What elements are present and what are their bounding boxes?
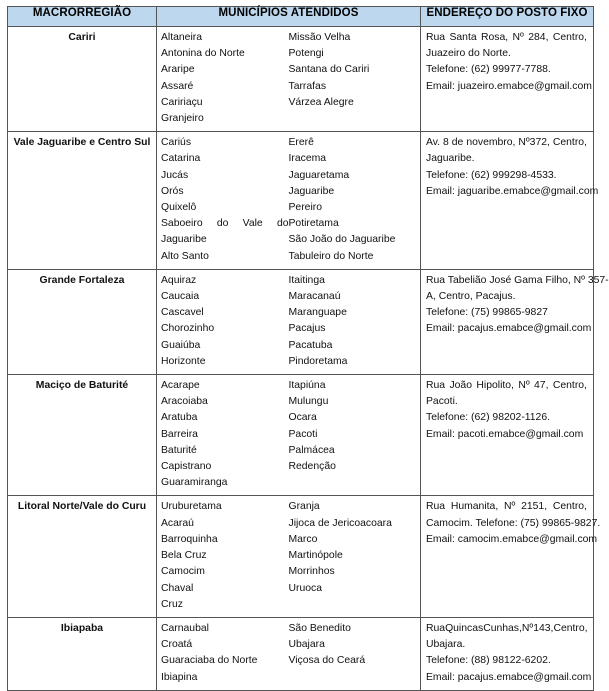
municipality-name: São Benedito [288,622,351,634]
municipality-name: Catarina [161,153,201,165]
municipality-name: Guaraciaba do Norte [161,655,258,667]
municipality-name: Horizonte [161,355,206,367]
municipality-name: Itapiúna [288,380,326,392]
address-line: Email: juazeiro.emabce@gmail.com [426,80,592,92]
municipality-name: Santana do Cariri [288,64,370,76]
municipality-name: Uruoca [288,582,322,594]
header-row [8,7,594,27]
justified-word: João [449,380,472,392]
address-line: A, Centro, Pacajus. [426,291,516,303]
address-cell [421,496,601,617]
municipality-column-left [161,135,289,265]
table-row [8,132,594,270]
municipality-column-right [289,273,417,370]
address-cell [421,375,594,496]
municipality-name: Redenção [288,461,336,473]
header-region: MACRORREGIÃO [8,7,157,27]
municipality-name: Camocim [161,566,205,578]
municipality-name: Chaval [161,582,194,594]
municipality-name: Capistrano [161,461,212,473]
municipality-name: Barreira [161,428,198,440]
municipality-name: Morrinhos [288,566,335,578]
municipality-name: Aquiraz [161,274,197,286]
municipality-name: Pacatuba [288,339,333,351]
municipality-name: Jaguaribe [288,185,335,197]
municipality-name: Cascavel [161,307,204,319]
justified-word: Hipolito, [476,380,514,392]
address-cell [421,27,594,132]
justified-word: Rua [426,32,446,43]
justified-word: Quincas [445,622,484,634]
justified-word: 47, [534,380,549,392]
address-line: Email: pacoti.emabce@gmail.com [426,428,584,440]
table-row [8,496,594,617]
address-line: Email: jaguaribe.emabce@gmail.com [426,185,599,197]
municipality-name: Jaguaribe [161,234,207,246]
municipality-columns [161,378,416,491]
justified-word: Nº [518,380,530,392]
table-row [8,269,594,374]
address-line: Email: pacajus.emabce@gmail.com [426,323,592,335]
municipality-name: Granja [288,501,320,513]
table-body [8,27,609,691]
address-line: Rua Tabelião José Gama Filho, Nº 357- [426,274,609,286]
justified-word: Centro, [553,622,588,634]
address-line: Juazeiro do Norte. [426,48,511,60]
address-line [426,378,587,394]
municipality-name: Maracanaú [288,291,341,303]
municipality-name: Araripe [161,64,195,76]
municipality-name: Várzea Alegre [288,96,354,108]
municipality-name: Mulungu [288,396,329,408]
justified-word: Rua [426,501,446,513]
municipality-name: Maranguape [288,307,347,319]
address-line: Telefone: (75) 99865-9827 [426,307,548,319]
justified-word: Nº372, [518,137,550,149]
municipality-name: Acaraú [161,517,194,529]
address-line [426,499,587,515]
justified-word: Centro, [552,137,587,149]
address-line: Telefone: (62) 999298-4533. [426,169,557,181]
region-cell: Maciço de Baturité [8,375,157,496]
justified-word: novembro, [466,137,516,149]
municipality-name: Marco [288,533,318,545]
address-line [426,135,587,151]
municipality-name: Tabuleiro do Norte [288,250,374,262]
justified-word: Rua [426,380,446,392]
municipality-name: Missão Velha [288,32,351,43]
municipality-column-left [161,499,289,612]
municipality-columns [161,621,416,686]
municipality-name: Pacoti [288,428,318,440]
municipality-name: Quixelô [161,202,197,214]
address-line: Telefone: (62) 99977-7788. [426,64,551,76]
municipality-name: Martinópole [288,550,343,562]
justified-word: 143, [533,622,554,634]
municipalities-cell [157,375,421,496]
municipality-name: Itaitinga [288,274,325,286]
address-line: Jaguaribe. [426,153,475,165]
justified-word: Saboeiro [161,218,203,230]
address-line: Email: pacajus.emabce@gmail.com [426,671,592,683]
justified-word: Centro, [552,501,587,513]
address-line: Camocim. Telefone: (75) 99865-9827. [426,517,601,529]
justified-word: Centro, [552,32,587,43]
address-cell [421,617,594,690]
address-line: Email: camocim.emabce@gmail.com [426,533,598,545]
address-line: Pacoti. [426,396,458,408]
municipalities-cell [157,496,421,617]
municipality-name: Iracema [288,153,327,165]
region-cell: Grande Fortaleza [8,269,157,374]
municipality-name: Jijoca de Jericoacoara [288,517,392,529]
municipality-name: Barroquinha [161,533,218,545]
municipality-name: São João do Jaguaribe [288,234,396,246]
municipality-name: Granjeiro [161,113,204,125]
municipality-columns [161,273,416,370]
municipality-column-right [289,499,417,612]
justified-word: Centro, [552,380,587,392]
municipality-column-left [161,30,289,127]
municipality-name: Caririaçu [161,96,203,108]
municipality-name: Acarape [161,380,200,392]
municipality-name: Guaramiranga [161,477,228,489]
region-cell: Ibiapaba [8,617,157,690]
address-cell [421,132,599,270]
municipality-column-right [289,30,417,127]
municipality-name: Jucás [161,169,189,181]
header-address: ENDEREÇO DO POSTO FIXO [421,7,594,27]
justified-word: de [451,137,464,149]
justified-word: Vale [242,218,263,230]
municipality-name [161,216,289,232]
table-row [8,617,594,690]
address-line [426,621,587,637]
municipality-column-right [289,621,417,686]
municipality-name: Ibiapina [161,671,198,683]
municipality-column-left [161,273,289,370]
municipality-name: Bela Cruz [161,550,207,562]
municipality-name: Ubajara [288,639,325,651]
justified-word: Rosa, [481,32,509,43]
municipality-name: Ocara [288,412,317,424]
municipality-name: Potengi [288,48,324,60]
municipalities-cell [157,617,421,690]
justified-word: Av. [426,137,441,149]
municipality-name: Cariús [161,137,192,149]
municipality-name: Tarrafas [288,80,327,92]
region-cell: Litoral Norte/Vale do Curu [8,496,157,617]
header-municipalities: MUNICÍPIOS ATENDIDOS [157,7,421,27]
municipality-name: Chorozinho [161,323,215,335]
municipality-name: Guaiúba [161,339,201,351]
justified-word: Rua [426,622,446,634]
municipality-columns [161,135,416,265]
municipality-name: Cruz [161,598,183,610]
justified-word: do [216,218,229,230]
address-cell [421,269,609,374]
table-row [8,375,594,496]
municipality-name: Carnaubal [161,622,209,634]
address-line: Telefone: (88) 98122-6202. [426,655,551,667]
justified-word: 284, [528,32,549,43]
region-cell: Cariri [8,27,157,132]
municipality-column-left [161,621,289,686]
municipality-name: Pindoretama [288,355,348,367]
posto-fixo-table-wrapper [7,6,609,691]
municipality-name: Jaguaretama [288,169,350,181]
municipality-name: Pacajus [288,323,326,335]
municipality-column-right [289,135,417,265]
justified-word: Nº [512,32,524,43]
municipality-name: Baturité [161,444,197,456]
justified-word: Cunhas, [483,622,522,634]
municipality-name: Assaré [161,80,194,92]
justified-word: 2151, [521,501,548,513]
municipality-name: Aratuba [161,412,198,424]
region-cell: Vale Jaguaribe e Centro Sul [8,132,157,270]
address-line [426,30,587,46]
municipality-name: Potiretama [288,218,339,230]
municipality-name: Viçosa do Ceará [288,655,366,667]
address-line: Ubajara. [426,639,466,651]
municipality-name: Altaneira [161,32,203,43]
municipality-name: Aracoiaba [161,396,208,408]
municipality-column-right [289,378,417,491]
municipality-name: Pereiro [288,202,322,214]
justified-word: Nº [521,622,534,634]
municipality-name: Palmácea [288,444,335,456]
municipality-columns [161,499,416,612]
municipality-name: Antonina do Norte [161,48,245,60]
table-row [8,27,594,132]
justified-word: Santa [449,32,477,43]
municipality-column-left [161,378,289,491]
municipality-name: Croatá [161,639,193,651]
municipality-name: Uruburetama [161,501,222,513]
justified-word: Humanita, [450,501,499,513]
municipality-name: Ererê [288,137,314,149]
justified-word: Nº [503,501,516,513]
justified-word: 8 [443,137,449,149]
municipalities-cell [157,269,421,374]
justified-word: do [276,218,289,230]
municipality-name: Alto Santo [161,250,209,262]
address-line: Telefone: (62) 98202-1126. [426,412,551,424]
municipalities-cell [157,132,421,270]
posto-fixo-table [7,6,609,691]
municipality-columns [161,30,416,127]
municipality-name: Caucaia [161,291,200,303]
municipalities-cell [157,27,421,132]
municipality-name: Orós [161,185,184,197]
